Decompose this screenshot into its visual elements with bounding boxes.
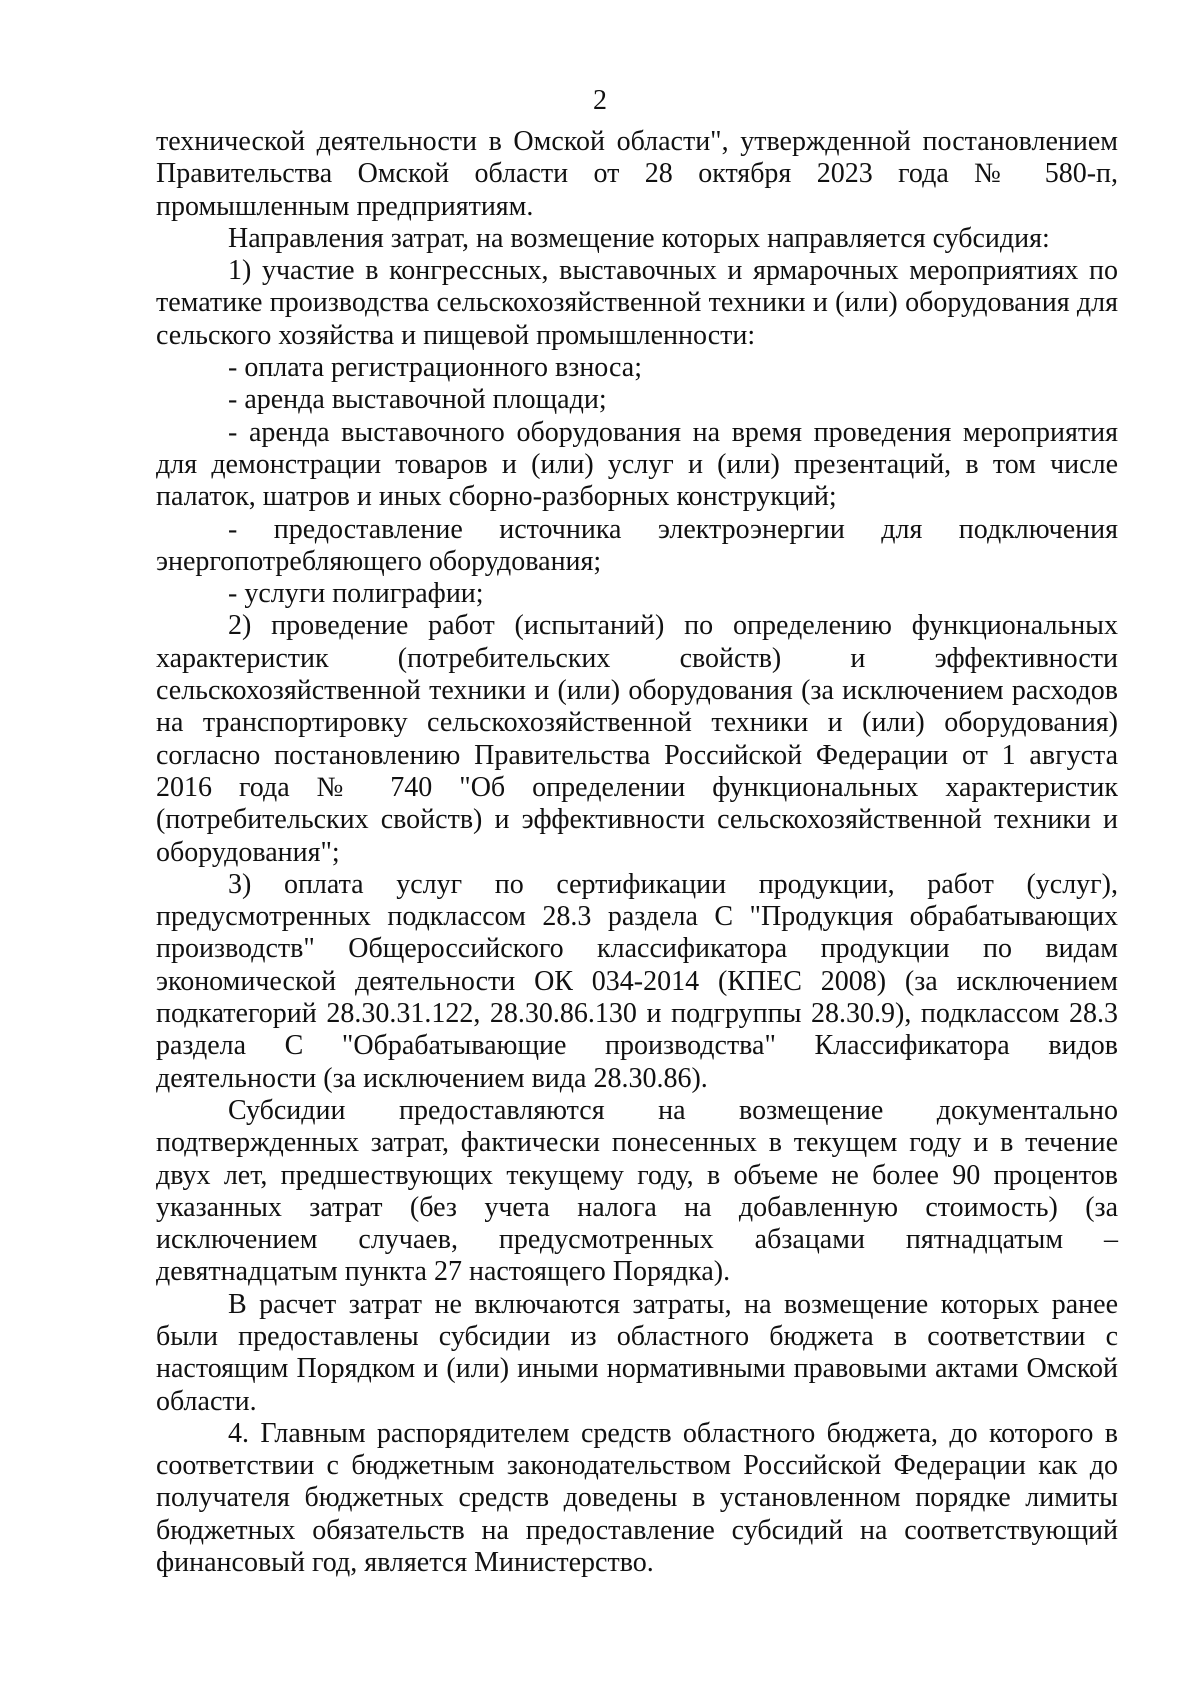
paragraph-item-4-main-administrator: 4. Главным распорядителем средств областного бюджета, до которого в соответствии с бюджетным законодательством Российской Федерации как до получателя бюджетных средств доведены в установленном порядке лимиты бюджетных обязательств на предоставление субсидий на соответствующий финансовый год, является Министерство.	[156, 1417, 1118, 1579]
paragraph-continuation: технической деятельности в Омской области", утвержденной постановлением Правительства Омской области от 28 октября 2023 года № 580-п, промышленным предприятиям.	[156, 126, 1118, 222]
page-number: 2	[593, 85, 607, 116]
paragraph-item-1-exhibitions: 1) участие в конгрессных, выставочных и ярмарочных мероприятиях по тематике производства сельскохозяйственной техники и (или) оборудования для сельского хозяйства и пищевой промышленности:	[156, 255, 1118, 351]
document-body	[156, 126, 1118, 1579]
paragraph-subsidy-terms: Субсидии предоставляются на возмещение документально подтвержденных затрат, фактически понесенных в текущем году и в течение двух лет, предшествующих текущему году, в объеме не более 90 процентов указанных затрат (без учета налога на добавленную стоимость) (за исключением случаев, предусмотренных абзацами пятнадцатым – девятнадцатым пункта 27 настоящего Порядка).	[156, 1094, 1118, 1288]
paragraph-equipment-rent: - аренда выставочного оборудования на время проведения мероприятия для демонстрации товаров и (или) услуг и (или) презентаций, в том числе палаток, шатров и иных сборно-разборных конструкций;	[156, 416, 1118, 513]
paragraph-exhibition-area-rent: - аренда выставочной площади;	[228, 384, 607, 416]
paragraph-registration-fee: - оплата регистрационного взноса;	[228, 352, 642, 384]
paragraph-cost-exclusions: В расчет затрат не включаются затраты, на возмещение которых ранее были предоставлены субсидии из областного бюджета в соответствии с настоящим Порядком и (или) иными нормативными правовыми актами Омской области.	[156, 1288, 1118, 1417]
paragraph-power-source: - предоставление источника электроэнергии для подключения энергопотребляющего оборудования;	[156, 513, 1118, 577]
paragraph-printing-services: - услуги полиграфии;	[228, 578, 484, 610]
paragraph-item-2-testing: 2) проведение работ (испытаний) по определению функциональных характеристик (потребительских свойств) и эффективности сельскохозяйственной техники и (или) оборудования (за исключением расходов на транспортировку сельскохозяйственной техники и (или) оборудования) согласно постановлению Правительства Российской Федерации от 1 августа 2016 года № 740 "Об определении функциональных характеристик (потребительских свойств) и эффективности сельскохозяйственной техники и оборудования";	[156, 610, 1118, 868]
paragraph-cost-directions-intro: Направления затрат, на возмещение которых направляется субсидия:	[228, 222, 1050, 254]
paragraph-item-3-certification: 3) оплата услуг по сертификации продукции, работ (услуг), предусмотренных подклассом 28.3 раздела C "Продукция обрабатывающих производств" Общероссийского классификатора продукции по видам экономической деятельности ОК 034-2014 (КПЕС 2008) (за исключением подкатегорий 28.30.31.122, 28.30.86.130 и подгруппы 28.30.9), подклассом 28.3 раздела C "Обрабатывающие производства" Классификатора видов деятельности (за исключением вида 28.30.86).	[156, 868, 1118, 1094]
